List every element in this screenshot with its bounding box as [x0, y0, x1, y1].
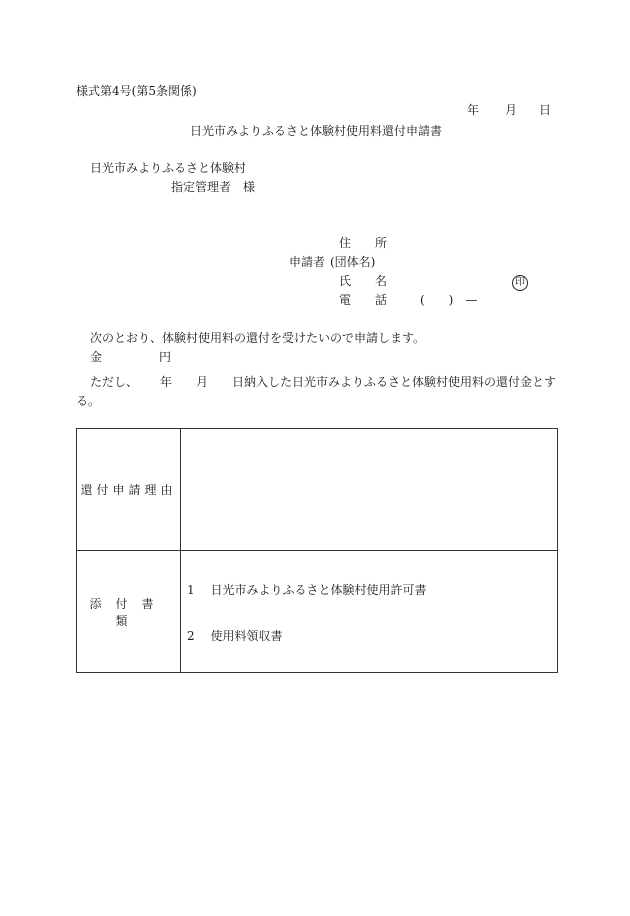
attachment-item — [187, 627, 282, 644]
reason-input-cell[interactable] — [181, 429, 558, 551]
proviso-year: 年 — [160, 375, 173, 389]
form-number: 様式第4号(第5条関係) — [76, 84, 197, 98]
amount-label: 金 — [90, 350, 103, 364]
attachment-text: 使用料領収書 — [210, 629, 283, 643]
attachments-cell — [181, 551, 558, 673]
attachment-item — [187, 581, 426, 598]
attachment-num: 2 — [187, 629, 195, 643]
reason-label: 還付申請理由 — [80, 483, 177, 497]
addressee-facility: 日光市みよりふるさと体験村 — [90, 161, 247, 175]
date-day: 日 — [539, 103, 552, 117]
proviso-month: 月 — [196, 375, 209, 389]
application-table — [76, 428, 558, 673]
seal-mark: 印 — [512, 275, 528, 291]
attachments-label-cell — [77, 551, 181, 673]
applicant-group-label: (団体名) — [330, 255, 376, 269]
page-title: 日光市みよりふるさと体験村使用料還付申請書 — [190, 124, 443, 138]
date-year: 年 — [467, 103, 480, 117]
proviso-end: る。 — [76, 394, 101, 408]
attachments-label: 添付書類 — [89, 596, 168, 628]
applicant-name-label: 氏 名 — [339, 274, 388, 288]
proviso-rest: 日納入した日光市みよりふるさと体験村使用料の還付金とす — [232, 375, 557, 389]
date-month: 月 — [505, 103, 518, 117]
applicant-label: 申請者 — [289, 255, 326, 269]
amount-unit: 円 — [159, 350, 172, 364]
applicant-phone-format: ( ) — — [420, 293, 478, 307]
applicant-address-label: 住 所 — [339, 236, 388, 250]
attachment-num: 1 — [187, 583, 195, 597]
reason-label-cell — [77, 429, 181, 551]
intro-text: 次のとおり、体験村使用料の還付を受けたいので申請します。 — [90, 331, 426, 345]
addressee-manager: 指定管理者 様 — [171, 180, 256, 194]
attachment-text: 日光市みよりふるさと体験村使用許可書 — [210, 583, 427, 597]
proviso-prefix: ただし、 — [90, 375, 139, 389]
applicant-phone-label: 電 話 — [339, 293, 388, 307]
